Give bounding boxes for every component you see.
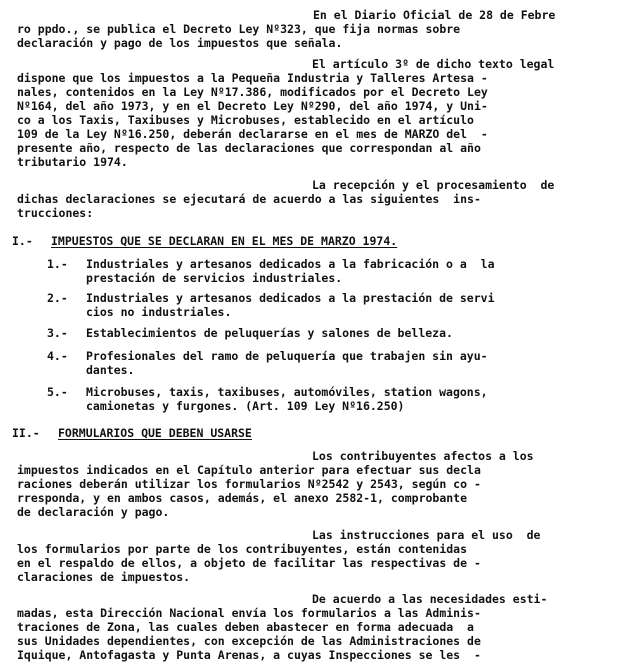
text-line: raciones deberán utilizar los formularios Nº2542 y 2543, según co - <box>17 477 481 491</box>
text-line: co a los Taxis, Taxibuses y Microbuses, establecido en el artículo <box>17 113 474 127</box>
text-line: Las instrucciones para el uso de <box>312 528 541 542</box>
text-line: dichas declaraciones se ejecutará de acuerdo a las siguientes ins- <box>17 192 481 206</box>
list-item-text: Industriales y artesanos dedicados a la fabricación o a la <box>86 257 495 271</box>
text-line: Nº164, del año 1973, y en el Decreto Ley Nº290, del año 1974, y Uni- <box>17 99 488 113</box>
section-number: II.- <box>12 426 40 440</box>
text-line: en el respaldo de ellos, a objeto de facilitar las respectivas de - <box>17 556 481 570</box>
text-line: claraciones de impuestos. <box>17 570 191 584</box>
text-line: declaración y pago de los impuestos que señala. <box>17 36 343 50</box>
list-item-text: Establecimientos de peluquerías y salones de belleza. <box>86 326 453 340</box>
text-line: La recepción y el procesamiento de <box>312 178 555 192</box>
text-line: Iquique, Antofagasta y Punta Arenas, a cuyas Inspecciones se les - <box>17 648 481 662</box>
text-line: traciones de Zona, las cuales deben abastecer en forma adecuada a <box>17 620 474 634</box>
text-line: 109 de la Ley Nº16.250, deberán declararse en el mes de MARZO del - <box>17 127 488 141</box>
text-line: tributario 1974. <box>17 155 128 169</box>
list-item-text: camionetas y furgones. (Art. 109 Ley Nº16.250) <box>86 399 405 413</box>
list-item-number: 5.- <box>47 385 68 399</box>
text-line: presente año, respecto de las declaraciones que correspondan al año <box>17 141 481 155</box>
list-item-number: 1.- <box>47 257 68 271</box>
text-line: Los contribuyentes afectos a los <box>312 449 534 463</box>
section-heading: IMPUESTOS QUE SE DECLARAN EN EL MES DE MARZO 1974. <box>51 234 398 248</box>
text-line: El artículo 3º de dicho texto legal <box>312 57 555 71</box>
list-item-number: 4.- <box>47 349 68 363</box>
section-heading: FORMULARIOS QUE DEBEN USARSE <box>58 426 252 440</box>
list-item-text: Profesionales del ramo de peluquería que trabajen sin ayu- <box>86 349 488 363</box>
list-item-number: 3.- <box>47 326 68 340</box>
text-line: los formularios por parte de los contribuyentes, están contenidas <box>17 542 468 556</box>
list-item-text: Industriales y artesanos dedicados a la prestación de servi <box>86 291 495 305</box>
list-item-number: 2.- <box>47 291 68 305</box>
text-line: En el Diario Oficial de 28 de Febre <box>313 8 556 22</box>
text-line: De acuerdo a las necesidades esti- <box>312 592 548 606</box>
text-line: de declaración y pago. <box>17 505 170 519</box>
section-number: I.- <box>12 234 33 248</box>
text-line: impuestos indicados en el Capítulo anterior para efectuar sus decla <box>17 463 481 477</box>
text-line: ro ppdo., se publica el Decreto Ley Nº323, que fija normas sobre <box>17 22 461 36</box>
text-line: rresponda, y en ambos casos, además, el anexo 2582-1, comprobante <box>17 491 468 505</box>
text-line: dispone que los impuestos a la Pequeña Industria y Talleres Artesa - <box>17 71 488 85</box>
list-item-text: Microbuses, taxis, taxibuses, automóviles, station wagons, <box>86 385 488 399</box>
list-item-text: dantes. <box>86 363 135 377</box>
text-line: nales, contenidos en la Ley Nº17.386, modificados por el Decreto Ley <box>17 85 488 99</box>
text-line: sus Unidades dependientes, con excepción de las Administraciones de <box>17 634 481 648</box>
text-line: madas, esta Dirección Nacional envía los formularios a las Adminis- <box>17 606 481 620</box>
text-line: trucciones: <box>17 206 94 220</box>
list-item-text: prestación de servicios industriales. <box>86 271 343 285</box>
list-item-text: cios no industriales. <box>86 305 232 319</box>
